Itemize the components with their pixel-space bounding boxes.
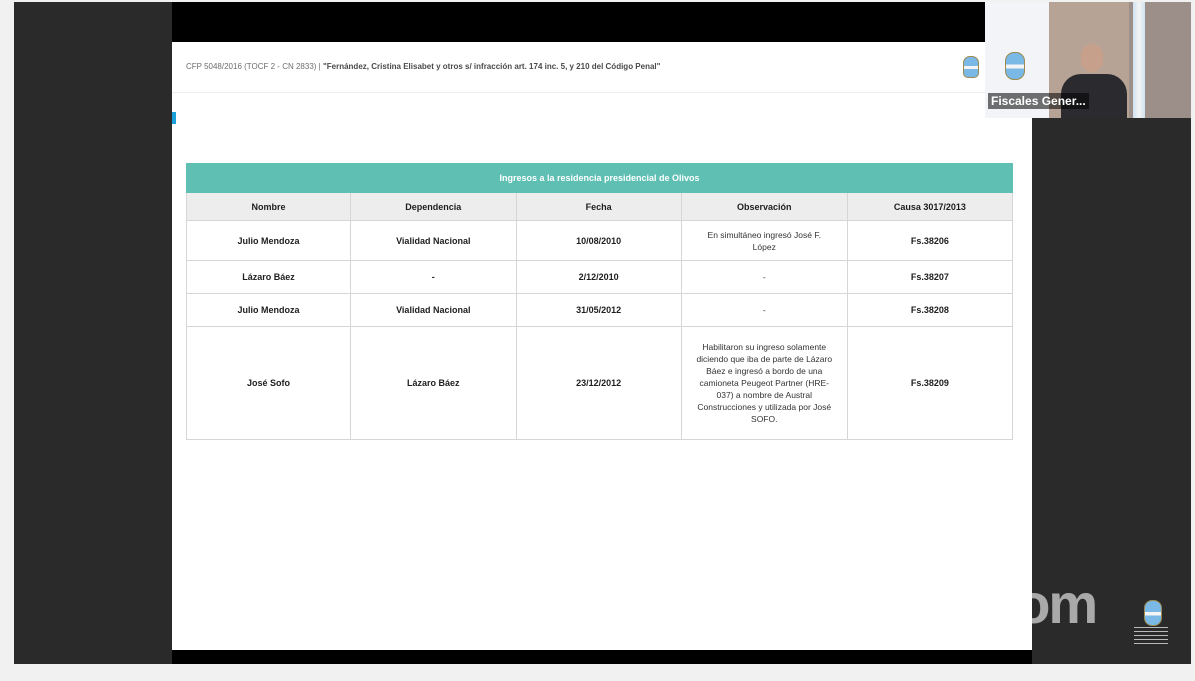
cell-observacion: Habilitaron su ingreso solamente diciendo que iba de parte de Lázaro Báez e ingresó a bordo de una camioneta Peugeot Partner (HRE-037) a nombre de Austral Construcciones y utilizada por José SOFO. xyxy=(681,327,847,440)
cell-fecha: 10/08/2010 xyxy=(516,221,681,261)
cell-dependencia: Vialidad Nacional xyxy=(351,294,516,327)
table-row xyxy=(187,327,1013,440)
column-header-causa: Causa 3017/2013 xyxy=(847,193,1012,221)
cell-causa: Fs.38208 xyxy=(847,294,1012,327)
cell-dependencia: - xyxy=(351,261,516,294)
column-header-nombre: Nombre xyxy=(187,193,351,221)
cell-nombre: José Sofo xyxy=(187,327,351,440)
participant-head xyxy=(1081,44,1103,72)
cell-nombre: Lázaro Báez xyxy=(187,261,351,294)
cell-causa: Fs.38207 xyxy=(847,261,1012,294)
cell-fecha: 31/05/2012 xyxy=(516,294,681,327)
entries-table xyxy=(186,163,1013,440)
cell-causa: Fs.38206 xyxy=(847,221,1012,261)
seal-icon xyxy=(1144,600,1162,626)
shared-slide xyxy=(172,42,1032,650)
column-header-fecha: Fecha xyxy=(516,193,681,221)
table-row xyxy=(187,221,1013,261)
table-title: Ingresos a la residencia presidencial de Olivos xyxy=(187,164,1013,193)
cell-fecha: 23/12/2012 xyxy=(516,327,681,440)
zoom-watermark: zoom xyxy=(958,572,1097,635)
slide-accent-marker xyxy=(172,112,176,124)
cell-fecha: 2/12/2010 xyxy=(516,261,681,294)
argentina-coat-of-arms-icon xyxy=(963,56,979,78)
table-row xyxy=(187,294,1013,327)
cell-observacion: - xyxy=(681,294,847,327)
fiscalia-logo-icon xyxy=(1134,600,1168,646)
participant-name-label: Fiscales Gener... xyxy=(988,93,1089,109)
header-divider xyxy=(172,92,1032,93)
document-header xyxy=(186,62,660,71)
cell-nombre: Julio Mendoza xyxy=(187,294,351,327)
case-title: "Fernández, Cristina Elisabet y otros s/ infracción art. 174 inc. 5, y 210 del Código Penal" xyxy=(322,62,661,71)
cell-dependencia: Vialidad Nacional xyxy=(351,221,516,261)
logo-caption-lines xyxy=(1134,627,1168,645)
column-header-observacion: Observación xyxy=(681,193,847,221)
cell-observacion: - xyxy=(681,261,847,294)
flag-icon xyxy=(1133,2,1145,118)
cell-dependencia: Lázaro Báez xyxy=(351,327,516,440)
table-row xyxy=(187,261,1013,294)
case-reference: CFP 5048/2016 (TOCF 2 - CN 2833) | xyxy=(186,62,321,71)
fiscalia-emblem-icon xyxy=(1005,52,1025,80)
cell-causa: Fs.38209 xyxy=(847,327,1012,440)
cell-observacion: En simultáneo ingresó José F. López xyxy=(681,221,847,261)
column-header-dependencia: Dependencia xyxy=(351,193,516,221)
cell-nombre: Julio Mendoza xyxy=(187,221,351,261)
